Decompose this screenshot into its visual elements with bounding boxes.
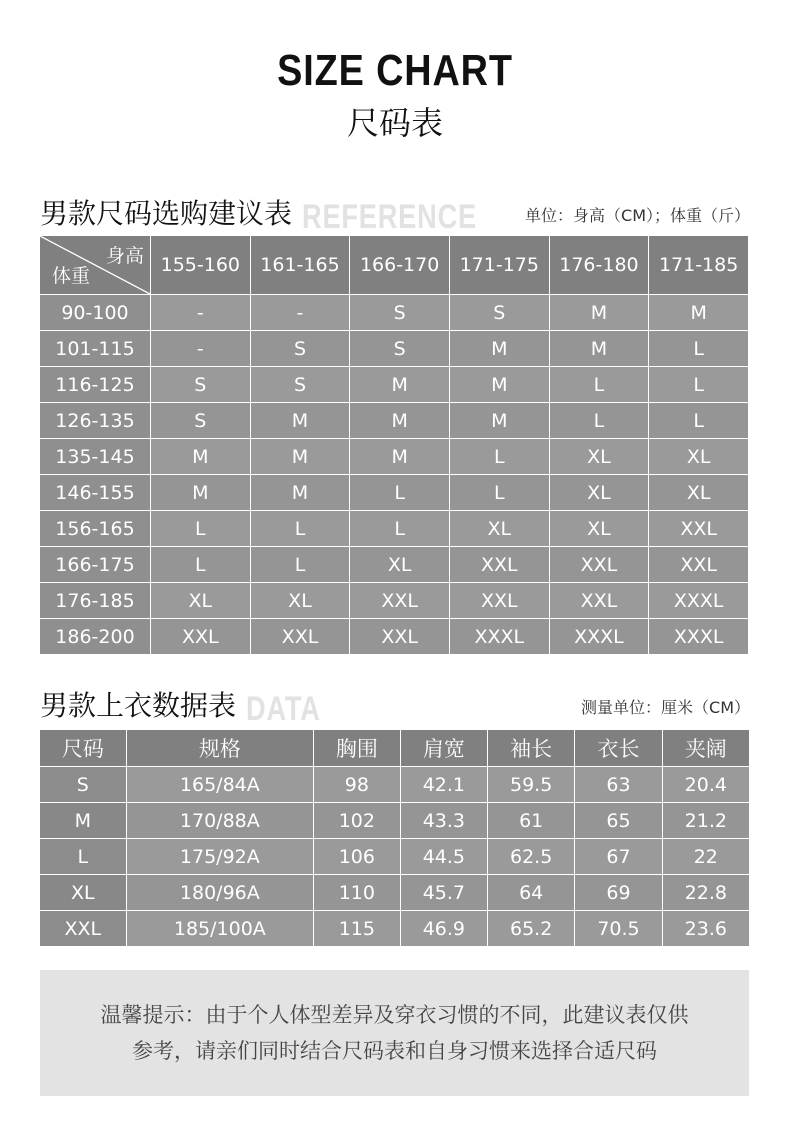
size-cell: XXL	[549, 547, 649, 583]
data-column-header: 尺码	[40, 730, 127, 767]
size-cell: M	[151, 439, 251, 475]
reference-row	[40, 619, 749, 655]
size-cell: S	[250, 331, 350, 367]
measurement-cell: 45.7	[400, 875, 487, 911]
size-cell: XXL	[151, 619, 251, 655]
measurement-cell: 63	[575, 767, 662, 803]
size-cell: S	[350, 295, 450, 331]
measurement-cell: 46.9	[400, 911, 487, 947]
data-column-header: 肩宽	[400, 730, 487, 767]
reference-row	[40, 331, 749, 367]
measurement-cell: 106	[314, 839, 401, 875]
size-cell: M	[649, 295, 749, 331]
size-cell: S	[449, 295, 549, 331]
size-cell: XXL	[449, 583, 549, 619]
size-cell: M	[250, 439, 350, 475]
measurement-cell: 23.6	[662, 911, 749, 947]
measurement-cell: 110	[314, 875, 401, 911]
size-cell: L	[350, 475, 450, 511]
size-cell: XL	[151, 583, 251, 619]
size-cell: XXXL	[649, 583, 749, 619]
size-label-cell: L	[40, 839, 127, 875]
data-column-header: 胸围	[314, 730, 401, 767]
size-cell: M	[151, 475, 251, 511]
size-cell: M	[549, 331, 649, 367]
weight-row-header: 156-165	[40, 511, 151, 547]
size-cell: -	[151, 331, 251, 367]
weight-row-header: 101-115	[40, 331, 151, 367]
measurement-cell: 62.5	[488, 839, 575, 875]
size-cell: L	[250, 547, 350, 583]
size-cell: L	[449, 439, 549, 475]
size-cell: XL	[549, 475, 649, 511]
measurement-cell: 115	[314, 911, 401, 947]
weight-row-header: 186-200	[40, 619, 151, 655]
weight-row-header: 126-135	[40, 403, 151, 439]
measurement-cell: 43.3	[400, 803, 487, 839]
size-cell: XXL	[350, 583, 450, 619]
measurement-cell: 69	[575, 875, 662, 911]
size-cell: M	[449, 403, 549, 439]
reference-row	[40, 583, 749, 619]
weight-row-header: 166-175	[40, 547, 151, 583]
measurement-cell: 22.8	[662, 875, 749, 911]
size-cell: XL	[449, 511, 549, 547]
size-cell: M	[350, 403, 450, 439]
measurement-cell: 61	[488, 803, 575, 839]
measurement-cell: 44.5	[400, 839, 487, 875]
size-cell: L	[549, 403, 649, 439]
size-cell: XL	[649, 439, 749, 475]
data-row	[40, 803, 750, 839]
size-cell: L	[649, 403, 749, 439]
size-cell: M	[449, 367, 549, 403]
height-column-header: 161-165	[250, 236, 350, 295]
size-cell: M	[549, 295, 649, 331]
size-cell: XL	[350, 547, 450, 583]
data-row	[40, 767, 750, 803]
size-cell: L	[151, 547, 251, 583]
size-label-cell: M	[40, 803, 127, 839]
measurement-cell: 165/84A	[126, 767, 313, 803]
garment-data-table	[39, 729, 750, 947]
data-title-en: DATA	[246, 690, 321, 728]
measurement-cell: 185/100A	[126, 911, 313, 947]
size-cell: L	[449, 475, 549, 511]
data-column-header: 衣长	[575, 730, 662, 767]
reference-unit: 单位：身高（CM）；体重（斤）	[525, 206, 750, 225]
data-row	[40, 911, 750, 947]
height-column-header: 166-170	[350, 236, 450, 295]
height-column-header: 176-180	[549, 236, 649, 295]
size-cell: M	[250, 403, 350, 439]
measurement-cell: 67	[575, 839, 662, 875]
weight-row-header: 146-155	[40, 475, 151, 511]
size-cell: XXXL	[449, 619, 549, 655]
tips-box	[40, 970, 749, 1096]
measurement-cell: 65.2	[488, 911, 575, 947]
size-cell: L	[151, 511, 251, 547]
corner-cell	[40, 236, 151, 295]
size-cell: XXL	[549, 583, 649, 619]
reference-header	[40, 192, 521, 236]
reference-title: 男款尺码选购建议表	[40, 197, 293, 230]
measurement-cell: 70.5	[575, 911, 662, 947]
size-cell: M	[449, 331, 549, 367]
page-title-cn: 尺码表	[346, 104, 443, 142]
height-column-header: 155-160	[151, 236, 251, 295]
measurement-cell: 65	[575, 803, 662, 839]
size-cell: L	[350, 511, 450, 547]
size-cell: XXL	[250, 619, 350, 655]
size-label-cell: XL	[40, 875, 127, 911]
data-column-header: 袖长	[488, 730, 575, 767]
reference-row	[40, 511, 749, 547]
measurement-cell: 64	[488, 875, 575, 911]
size-cell: -	[250, 295, 350, 331]
size-cell: XXL	[350, 619, 450, 655]
size-cell: XL	[649, 475, 749, 511]
reference-row	[40, 439, 749, 475]
data-column-header: 规格	[126, 730, 313, 767]
reference-row	[40, 295, 749, 331]
data-column-header: 夹阔	[662, 730, 749, 767]
size-cell: XXL	[649, 511, 749, 547]
measurement-cell: 102	[314, 803, 401, 839]
size-cell: XXL	[449, 547, 549, 583]
size-cell: S	[250, 367, 350, 403]
height-column-header: 171-185	[649, 236, 749, 295]
height-column-header: 171-175	[449, 236, 549, 295]
tips-line-2: 参考，请亲们同时结合尺码表和自身习惯来选择合适尺码	[132, 1039, 657, 1063]
weight-row-header: 90-100	[40, 295, 151, 331]
measurement-cell: 180/96A	[126, 875, 313, 911]
measurement-cell: 98	[314, 767, 401, 803]
size-cell: L	[250, 511, 350, 547]
weight-row-header: 135-145	[40, 439, 151, 475]
measurement-cell: 42.1	[400, 767, 487, 803]
size-reference-table	[39, 235, 749, 655]
data-row	[40, 839, 750, 875]
reference-row	[40, 547, 749, 583]
reference-row	[40, 367, 749, 403]
size-cell: L	[649, 331, 749, 367]
size-label-cell: XXL	[40, 911, 127, 947]
size-cell: S	[151, 403, 251, 439]
size-cell: XXL	[649, 547, 749, 583]
corner-weight-label: 体重	[52, 265, 91, 287]
corner-height-label: 身高	[105, 245, 144, 267]
data-header	[40, 684, 339, 728]
size-cell: M	[250, 475, 350, 511]
reference-row	[40, 403, 749, 439]
measurement-cell: 22	[662, 839, 749, 875]
size-cell: S	[151, 367, 251, 403]
measurement-cell: 21.2	[662, 803, 749, 839]
measurement-cell: 20.4	[662, 767, 749, 803]
size-cell: XXXL	[549, 619, 649, 655]
reference-row	[40, 475, 749, 511]
size-cell: L	[549, 367, 649, 403]
size-cell: M	[350, 439, 450, 475]
size-cell: XL	[549, 511, 649, 547]
weight-row-header: 176-185	[40, 583, 151, 619]
size-cell: XL	[250, 583, 350, 619]
size-cell: XXXL	[649, 619, 749, 655]
size-cell: S	[350, 331, 450, 367]
measurement-cell: 175/92A	[126, 839, 313, 875]
weight-row-header: 116-125	[40, 367, 151, 403]
data-unit: 测量单位：厘米（CM）	[581, 698, 750, 717]
size-label-cell: S	[40, 767, 127, 803]
size-cell: L	[649, 367, 749, 403]
size-cell: XL	[549, 439, 649, 475]
reference-title-en: REFERENCE	[302, 198, 477, 236]
size-cell: M	[350, 367, 450, 403]
measurement-cell: 170/88A	[126, 803, 313, 839]
data-header-row	[40, 730, 750, 767]
reference-header-row	[40, 236, 749, 295]
page-title-en: SIZE CHART	[277, 46, 513, 95]
measurement-cell: 59.5	[488, 767, 575, 803]
tips-line-1: 温馨提示：由于个人体型差异及穿衣习惯的不同，此建议表仅供	[100, 1003, 689, 1027]
data-title: 男款上衣数据表	[40, 689, 237, 722]
data-row	[40, 875, 750, 911]
size-cell: -	[151, 295, 251, 331]
